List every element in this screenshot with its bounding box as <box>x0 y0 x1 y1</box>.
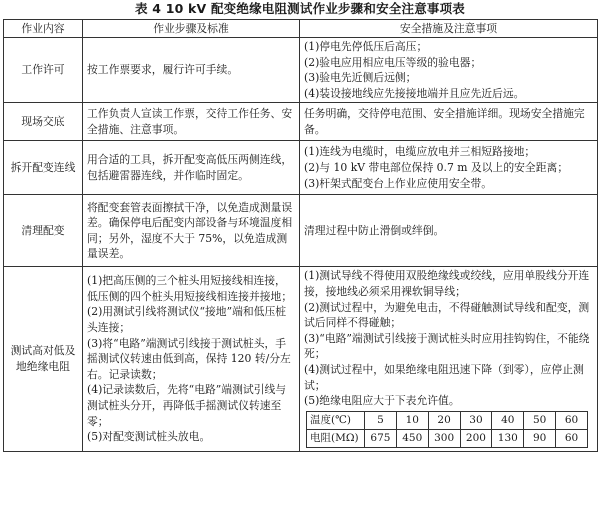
item-label: 拆开配变连线 <box>10 161 76 175</box>
step-text: (3)将“电路”端测试引线接于测试桩头，手摇测试仪转速由低到高，保持 120 转/分左右。记录读数； <box>87 336 291 381</box>
safety-text: (4)测试过程中，如果绝缘电阻迅速下降（到零），应停止测试； <box>304 362 584 392</box>
header-row <box>4 20 598 38</box>
item-cell <box>4 141 83 195</box>
item-cell <box>4 38 83 103</box>
item-cell <box>4 267 83 451</box>
temperature-value: 10 <box>396 411 428 429</box>
header-cell: 安全措施及注意事项 <box>300 20 598 38</box>
resistance-label: 电阻(MΩ) <box>307 429 365 447</box>
safety-cell <box>300 195 598 267</box>
safety-cell <box>300 103 598 141</box>
step-text: 将配变套管表面擦拭干净，以免造成测量误差。确保停电后配变内部设备与环境温度相同；另外，湿度不大于 75%，以免造成测量误差。 <box>87 200 293 261</box>
item-label: 清理配变 <box>21 224 65 238</box>
temperature-value: 20 <box>428 411 460 429</box>
item-cell <box>4 195 83 267</box>
temperature-value: 5 <box>365 411 397 429</box>
steps-cell <box>83 195 300 267</box>
safety-cell <box>300 38 598 103</box>
step-text: 按工作票要求，履行许可手续。 <box>87 63 239 77</box>
header-cell: 作业步骤及标准 <box>83 20 300 38</box>
steps-cell <box>83 38 300 103</box>
step-text: 用合适的工具，拆开配变高低压两侧连线，包括避雷器连线，并作临时固定。 <box>87 153 293 182</box>
safety-cell <box>300 141 598 195</box>
table-row <box>4 38 598 103</box>
resistance-value: 450 <box>396 429 428 447</box>
table-title: 表 4 10 kV 配变绝缘电阻测试作业步骤和安全注意事项表 <box>135 1 465 16</box>
table-row <box>4 267 598 451</box>
step-text: 工作负责人宣读工作票，交待工作任务、安全措施、注意事项。 <box>87 107 293 136</box>
item-label: 地绝缘电阻 <box>16 360 70 374</box>
steps-cell <box>83 103 300 141</box>
temperature-value: 60 <box>556 411 588 429</box>
safety-text: (1)连线为电缆时，电缆应放电并三相短路接地； <box>304 145 536 159</box>
header-cell: 作业内容 <box>4 20 83 38</box>
steps-cell <box>83 267 300 451</box>
table-row <box>4 141 598 195</box>
item-label: 测试高对低及 <box>10 344 76 358</box>
table-row <box>4 103 598 141</box>
procedure-table <box>3 19 598 452</box>
resistance-value: 675 <box>365 429 397 447</box>
step-text: (5)对配变测试桩头放电。 <box>87 430 211 444</box>
safety-text: (3)“电路”端测试引线接于测试桩头时应用挂钩钩住，不能绕死； <box>304 331 590 361</box>
resistance-row <box>307 429 588 447</box>
temperature-row <box>307 411 588 429</box>
step-text: (2)用测试引线将测试仪“接地”端和低压桩头连接； <box>87 305 287 335</box>
safety-cell <box>300 267 598 451</box>
steps-cell <box>83 141 300 195</box>
item-cell <box>4 103 83 141</box>
step-text: (1)把高压侧的三个桩头用短接线相连接，低压侧的四个桩头用短接线相连接并接地； <box>87 274 293 303</box>
safety-text: 任务明确，交待停电范围、安全措施详细。现场安全措施完备。 <box>304 107 585 136</box>
safety-text: (1)测试导线不得使用双股绝缘线或绞线，应用单股线分开连接，接地线必须采用裸软铜导线； <box>304 269 590 298</box>
temperature-label: 温度(℃) <box>307 411 365 429</box>
temperature-value: 50 <box>524 411 556 429</box>
item-label: 工作许可 <box>21 63 65 77</box>
resistance-table <box>306 411 588 448</box>
resistance-value: 60 <box>556 429 588 447</box>
temperature-value: 40 <box>492 411 524 429</box>
safety-text: (4)装设接地线应先接接地端并且应先近后远。 <box>304 86 525 100</box>
safety-text: (5)绝缘电阻应大于下表允许值。 <box>304 394 460 408</box>
safety-text: (2)测试过程中，为避免电击，不得碰触测试导线和配变，测试后同样不得碰触； <box>304 300 590 330</box>
safety-text: (3)验电先近侧后远侧； <box>304 71 417 85</box>
safety-text: (2)与 10 kV 带电部位保持 0.7 m 及以上的安全距离； <box>304 161 569 175</box>
safety-text: (2)验电应用相应电压等级的验电器； <box>304 55 482 69</box>
safety-text: (3)杆架式配变台上作业应使用安全带。 <box>304 176 493 190</box>
table-row <box>4 195 598 267</box>
item-label: 现场交底 <box>21 115 65 129</box>
temperature-value: 30 <box>460 411 492 429</box>
resistance-value: 300 <box>428 429 460 447</box>
resistance-value: 90 <box>524 429 556 447</box>
resistance-value: 130 <box>492 429 524 447</box>
safety-text: (1)停电先停低压后高压； <box>304 40 428 53</box>
step-text: (4)记录读数后，先将“电路”端测试引线与测试桩头分开，再降低手摇测试仪转速至零； <box>87 383 287 428</box>
safety-text: 清理过程中防止滑倒或绊倒。 <box>304 224 445 238</box>
resistance-value: 200 <box>460 429 492 447</box>
